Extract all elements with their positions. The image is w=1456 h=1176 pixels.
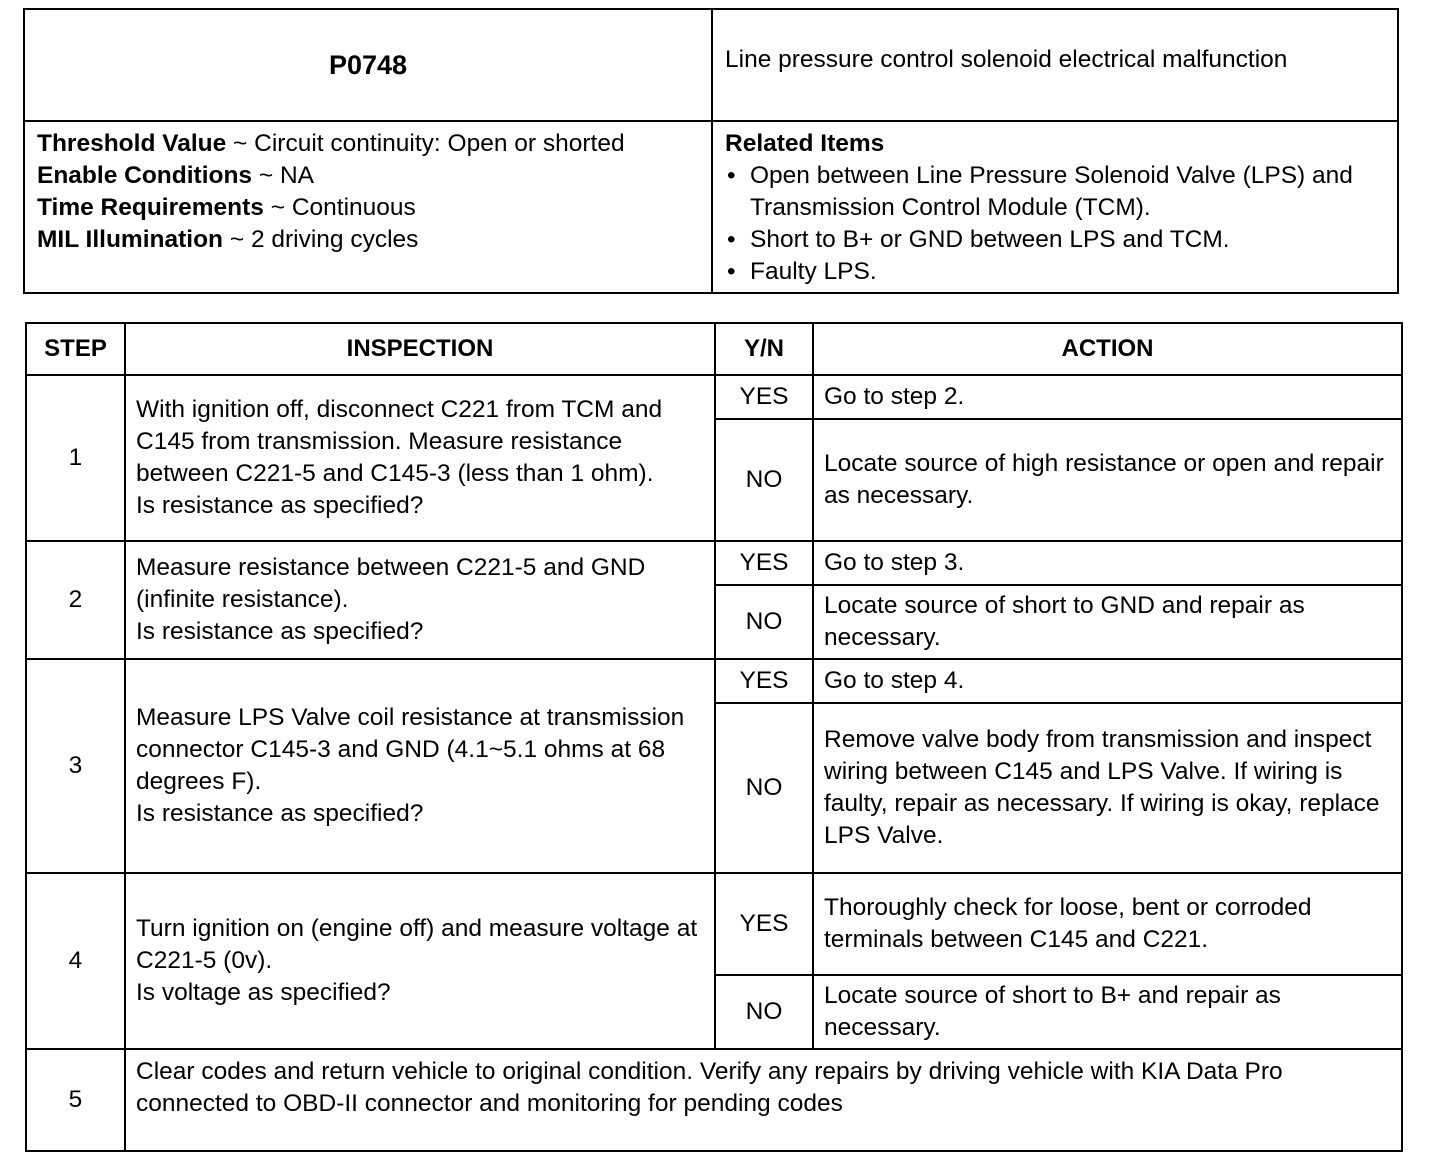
- step-number: 2: [26, 541, 125, 659]
- header-step: STEP: [26, 323, 125, 375]
- threshold-value: Threshold Value ~ Circuit continuity: Open or shorted: [37, 130, 625, 157]
- table-row: [26, 659, 1402, 703]
- inspection-cell: With ignition off, disconnect C221 from TCM and C145 from transmission. Measure resistance between C221-5 and C145-3 (less than 1 ohm). Is resistance as specified?: [125, 375, 715, 541]
- no-label: NO: [715, 703, 813, 873]
- final-step-text: Clear codes and return vehicle to original condition. Verify any repairs by driving vehicle with KIA Data Pro connected to OBD-II connector and monitoring for pending codes: [125, 1049, 1402, 1151]
- no-action: Remove valve body from transmission and inspect wiring between C145 and LPS Valve. If wiring is faulty, repair as necessary. If wiring is okay, replace LPS Valve.: [813, 703, 1402, 873]
- header-action: ACTION: [813, 323, 1402, 375]
- no-action: Locate source of short to B+ and repair as necessary.: [813, 975, 1402, 1049]
- time-requirements: Time Requirements ~ Continuous: [37, 194, 416, 221]
- dtc-code: P0748: [24, 9, 712, 121]
- no-label: NO: [715, 585, 813, 659]
- header-yn: Y/N: [715, 323, 813, 375]
- related-item: • Faulty LPS.: [725, 256, 1385, 288]
- yes-label: YES: [715, 873, 813, 975]
- step-number: 5: [26, 1049, 125, 1151]
- no-action: Locate source of short to GND and repair as necessary.: [813, 585, 1402, 659]
- related-item: • Short to B+ or GND between LPS and TCM.: [725, 224, 1385, 256]
- yes-label: YES: [715, 375, 813, 419]
- yes-action: Go to step 2.: [813, 375, 1402, 419]
- yes-label: YES: [715, 541, 813, 585]
- table-row: [26, 541, 1402, 585]
- step-number: 4: [26, 873, 125, 1049]
- related-item: • Open between Line Pressure Solenoid Valve (LPS) and Transmission Control Module (TCM).: [725, 160, 1385, 224]
- table-header-row: [26, 323, 1402, 375]
- no-action: Locate source of high resistance or open and repair as necessary.: [813, 419, 1402, 541]
- dtc-header-table: [23, 8, 1399, 294]
- no-label: NO: [715, 975, 813, 1049]
- inspection-cell: Turn ignition on (engine off) and measure voltage at C221-5 (0v). Is voltage as specified?: [125, 873, 715, 1049]
- yes-action: Go to step 3.: [813, 541, 1402, 585]
- header-inspection: INSPECTION: [125, 323, 715, 375]
- table-row: [26, 375, 1402, 419]
- yes-action: Thoroughly check for loose, bent or corroded terminals between C145 and C221.: [813, 873, 1402, 975]
- inspection-cell: Measure resistance between C221-5 and GND (infinite resistance). Is resistance as specified?: [125, 541, 715, 659]
- yes-label: YES: [715, 659, 813, 703]
- diagnostic-steps-table: [25, 322, 1403, 1152]
- dtc-description: Line pressure control solenoid electrical malfunction: [712, 9, 1398, 121]
- mil-illumination: MIL Illumination ~ 2 driving cycles: [37, 226, 419, 253]
- step-number: 3: [26, 659, 125, 873]
- yes-action: Go to step 4.: [813, 659, 1402, 703]
- related-items-cell: [712, 121, 1398, 293]
- related-items-title: Related Items: [725, 130, 885, 157]
- enable-conditions: Enable Conditions ~ NA: [37, 162, 315, 189]
- table-row: [26, 873, 1402, 975]
- related-items-list: [725, 160, 1385, 288]
- conditions-cell: [24, 121, 712, 293]
- inspection-cell: Measure LPS Valve coil resistance at transmission connector C145-3 and GND (4.1~5.1 ohms at 68 degrees F). Is resistance as specified?: [125, 659, 715, 873]
- no-label: NO: [715, 419, 813, 541]
- table-row: [26, 1049, 1402, 1151]
- step-number: 1: [26, 375, 125, 541]
